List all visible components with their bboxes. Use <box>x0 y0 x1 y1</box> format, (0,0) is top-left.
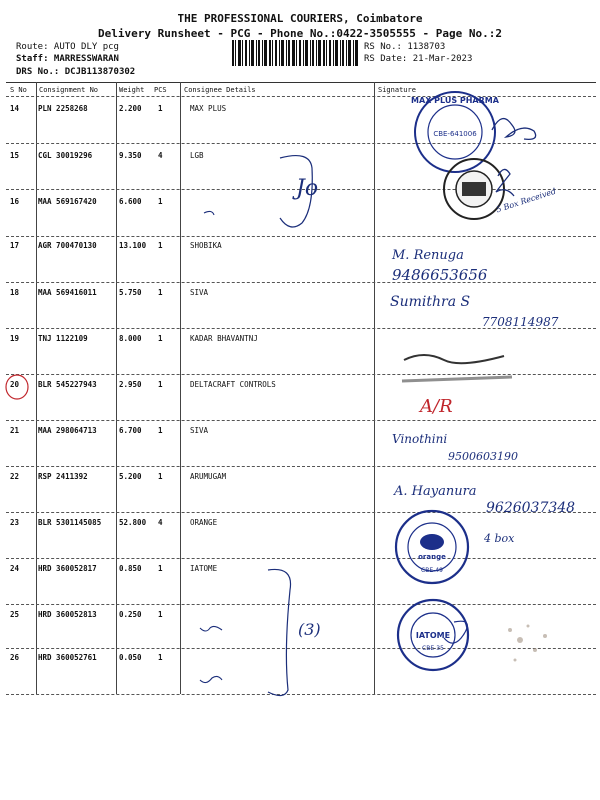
row-sno: 25 <box>10 610 20 619</box>
row-17-phone: 9486653656 <box>392 266 488 284</box>
rs-date: RS Date: 21-Mar-2023 <box>364 54 473 64</box>
maxplus-stamp-city: CBE-641006 <box>433 130 477 138</box>
row-15-signature <box>496 169 514 196</box>
row-weight: 8.000 <box>119 334 142 343</box>
runsheet-subtitle: Delivery Runsheet - PCG - Phone No.:0422-3505555 - Page No.:2 <box>98 27 502 40</box>
row-consignment-no: RSP 2411392 <box>38 472 88 481</box>
row-consignee-details: ORANGE <box>190 518 218 527</box>
staff-label: Staff: MARRESSWARAN <box>16 54 119 64</box>
row-pcs: 1 <box>158 104 163 113</box>
row-sno: 17 <box>10 241 20 250</box>
row-pcs: 1 <box>158 653 163 662</box>
row-consignee-details: SHOBIKA <box>190 241 222 250</box>
col-header-signature: Signature <box>378 86 416 94</box>
row-sno: 15 <box>10 151 20 160</box>
row-sno: 21 <box>10 426 20 435</box>
row-consignment-no: MAA 569167420 <box>38 197 97 206</box>
row-pcs: 1 <box>158 197 163 206</box>
row-weight: 5.200 <box>119 472 142 481</box>
row-weight: 0.050 <box>119 653 142 662</box>
maxplus-stamp <box>411 92 500 172</box>
row-17-name: M. Renuga <box>392 248 464 263</box>
row-22-name: A. Hayanura <box>394 484 477 499</box>
row-weight: 52.800 <box>119 518 147 527</box>
row-consignment-no: MAA 298064713 <box>38 426 97 435</box>
row-weight: 0.250 <box>119 610 142 619</box>
row-consignment-no: AGR 700470130 <box>38 241 97 250</box>
orange-stamp-city: CBE-49 <box>421 567 443 574</box>
row-consignee-details: KADAR BHAVANTNJ <box>190 334 258 343</box>
row-21-phone: 9500603190 <box>448 450 518 463</box>
row-weight: 6.600 <box>119 197 142 206</box>
row-sno: 20 <box>10 380 20 389</box>
orange-stamp <box>396 511 468 583</box>
row-25-mark: (3) <box>298 620 321 639</box>
row-20-note: A/R <box>420 396 453 417</box>
row-pcs: 4 <box>158 518 163 527</box>
col-header-pcs: PCS <box>154 86 167 94</box>
row-consignee-details: SIVA <box>190 426 209 435</box>
company-title: THE PROFESSIONAL COURIERS, Coimbatore <box>177 12 423 25</box>
row-21-name: Vinothini <box>392 432 448 446</box>
row-weight: 5.750 <box>119 288 142 297</box>
col-header-details: Consignee Details <box>184 86 256 94</box>
row-sno: 16 <box>10 197 20 206</box>
row-consignee-details: ARUMUGAM <box>190 472 227 481</box>
row-22-phone: 9626037348 <box>486 500 576 516</box>
row-weight: 2.200 <box>119 104 142 113</box>
row-23-note: 4 box <box>484 532 515 545</box>
row-20-circle-mark <box>6 375 28 399</box>
row-pcs: 1 <box>158 472 163 481</box>
row-weight: 0.850 <box>119 564 142 573</box>
row-16-box-note: 5 Box Received <box>495 186 558 215</box>
row-pcs: 1 <box>158 288 163 297</box>
row-consignee-details: MAX PLUS <box>190 104 227 113</box>
row-weight: 9.350 <box>119 151 142 160</box>
row-18-phone: 7708114987 <box>482 315 559 329</box>
row-pcs: 1 <box>158 380 163 389</box>
row-pcs: 4 <box>158 151 163 160</box>
row-sno: 14 <box>10 104 20 113</box>
row-consignment-no: HRD 360052817 <box>38 564 97 573</box>
row-consignment-no: BLR 545227943 <box>38 380 97 389</box>
row-pcs: 1 <box>158 426 163 435</box>
row-sno: 22 <box>10 472 20 481</box>
row-consignee-details: SIVA <box>190 288 209 297</box>
row-sno: 24 <box>10 564 20 573</box>
row-19-stamp-smudge <box>404 355 504 363</box>
col-header-consignment: Consignment No <box>39 86 99 94</box>
row-14-signature <box>492 119 536 140</box>
col-header-weight: Weight <box>119 86 145 94</box>
row-sno: 18 <box>10 288 20 297</box>
row-consignee-details: IATOME <box>190 564 218 573</box>
row-weight: 6.700 <box>119 426 142 435</box>
row-pcs: 1 <box>158 564 163 573</box>
maxplus-stamp-text: MAX PLUS PHARMA <box>411 96 499 105</box>
iatome-stamp-city: CBE-35 <box>422 645 444 652</box>
row-sno: 23 <box>10 518 20 527</box>
row-pcs: 1 <box>158 334 163 343</box>
row-pcs: 1 <box>158 241 163 250</box>
rs-number: RS No.: 1138703 <box>364 42 446 52</box>
orange-stamp-text: orange <box>418 553 446 561</box>
drs-number: DRS No.: DCJB113870302 <box>16 67 136 77</box>
row-weight: 13.100 <box>119 241 147 250</box>
row-24-26-bracket <box>268 569 291 695</box>
row-consignment-no: TNJ 1122109 <box>38 334 88 343</box>
row-consignment-no: HRD 360052813 <box>38 610 97 619</box>
row-consignee-details: DELTACRAFT CONTROLS <box>190 380 276 389</box>
route-label: Route: AUTO DLY pcg <box>16 42 119 52</box>
iatome-stamp-text: IATOME <box>415 631 451 640</box>
row-weight: 2.950 <box>119 380 142 389</box>
row-consignment-no: PLN 2258268 <box>38 104 88 113</box>
row-pcs: 1 <box>158 610 163 619</box>
row-consignment-no: BLR 5301145085 <box>38 518 102 527</box>
row-consignee-details: LGB <box>190 151 204 160</box>
col-header-sno: S No <box>10 86 27 94</box>
row-consignment-no: MAA 569416011 <box>38 288 97 297</box>
row-consignment-no: HRD 360052761 <box>38 653 97 662</box>
row-15-mark: Jo <box>296 176 319 201</box>
iatome-stamp <box>398 600 468 670</box>
row-sno: 19 <box>10 334 20 343</box>
row-sno: 26 <box>10 653 20 662</box>
row-consignment-no: CGL 30019296 <box>38 151 93 160</box>
row-18-name: Sumithra S <box>390 294 471 310</box>
